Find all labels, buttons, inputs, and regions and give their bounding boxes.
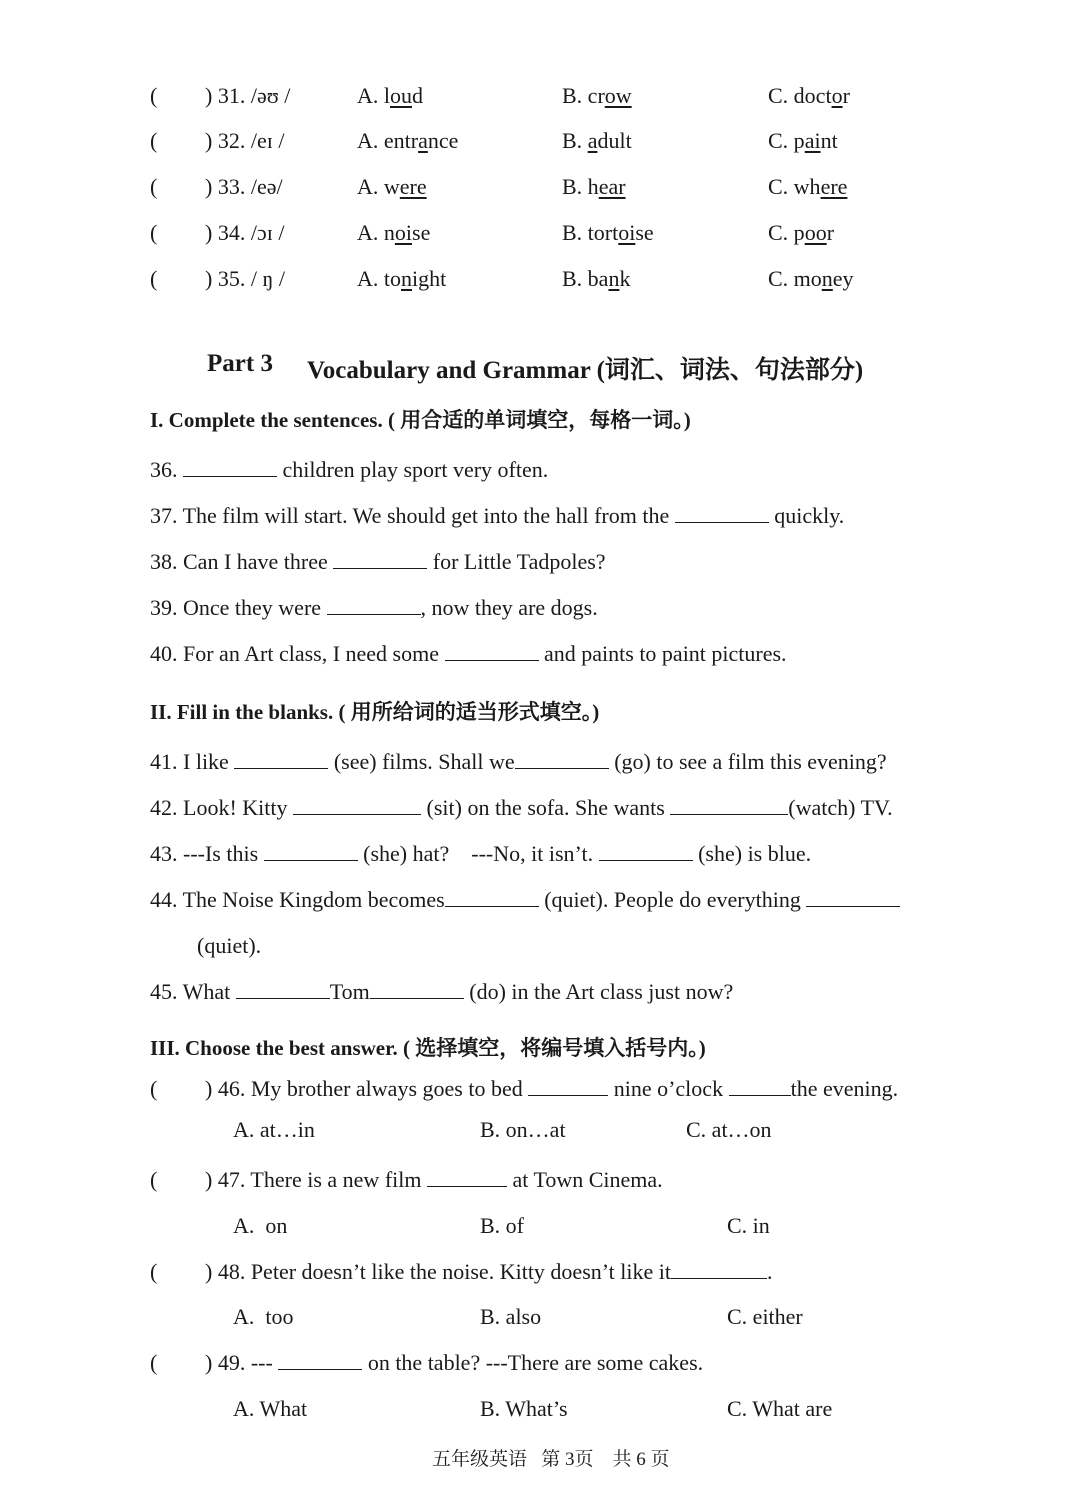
answer-blank-44a[interactable] <box>445 888 539 907</box>
question-36: 36. children play sport very often. <box>150 457 549 482</box>
page-footer: 五年级英语 第 3页 共 6 页 <box>432 1449 670 1470</box>
option-49-b[interactable]: B. What’s <box>480 1396 568 1421</box>
answer-bracket-48[interactable]: ( <box>150 1259 158 1284</box>
option-35-b[interactable]: B. bank <box>562 266 631 291</box>
answer-bracket-49[interactable]: ( <box>150 1350 158 1375</box>
answer-blank-42b[interactable] <box>670 796 788 815</box>
answer-blank-43a[interactable] <box>264 842 358 861</box>
question-49: ) 49. --- on the table? ---There are some cakes. <box>205 1350 704 1375</box>
question-46: ) 46. My brother always goes to bed nine o’clock the evening. <box>205 1076 899 1101</box>
answer-bracket-35[interactable]: ( <box>150 266 158 291</box>
answer-blank-38[interactable] <box>333 550 427 569</box>
option-48-b[interactable]: B. also <box>480 1304 542 1329</box>
answer-bracket-34[interactable]: ( <box>150 220 158 245</box>
phonetic-question-34: ) 34. /ɔɪ / <box>205 220 285 245</box>
answer-blank-36[interactable] <box>183 458 277 477</box>
option-47-a[interactable]: A. on <box>233 1213 288 1238</box>
answer-blank-49[interactable] <box>278 1351 362 1370</box>
question-45: 45. What Tom (do) in the Art class just now? <box>150 979 734 1004</box>
option-49-a[interactable]: A. What <box>233 1396 308 1421</box>
question-44: 44. The Noise Kingdom becomes (quiet). People do everything <box>150 887 900 913</box>
question-47: ) 47. There is a new film at Town Cinema. <box>205 1167 663 1192</box>
answer-bracket-33[interactable]: ( <box>150 174 158 199</box>
phonetic-question-33: ) 33. /eə/ <box>205 174 283 199</box>
answer-blank-40[interactable] <box>445 642 539 661</box>
option-34-a[interactable]: A. noise <box>357 220 431 245</box>
option-33-b[interactable]: B. hear <box>562 174 626 199</box>
option-31-b[interactable]: B. crow <box>562 83 632 108</box>
answer-blank-46a[interactable] <box>528 1077 608 1096</box>
part-label: Part 3 <box>207 350 273 377</box>
option-32-a[interactable]: A. entrance <box>357 128 459 153</box>
answer-blank-39[interactable] <box>327 596 421 615</box>
answer-blank-45a[interactable] <box>236 980 330 999</box>
answer-blank-47[interactable] <box>427 1168 507 1187</box>
option-46-a[interactable]: A. at…in <box>233 1117 315 1142</box>
part-title: Vocabulary and Grammar (词汇、词法、句法部分) <box>307 357 864 384</box>
question-39: 39. Once they were , now they are dogs. <box>150 595 598 620</box>
question-37: 37. The film will start. We should get into the hall from the quickly. <box>150 503 845 528</box>
section-3-title: III. Choose the best answer. ( 选择填空，将编号填入括号内。) <box>150 1036 706 1060</box>
answer-bracket-32[interactable]: ( <box>150 128 158 153</box>
option-35-c[interactable]: C. money <box>768 266 854 291</box>
answer-blank-48[interactable] <box>671 1260 767 1279</box>
question-40: 40. For an Art class, I need some and paints to paint pictures. <box>150 641 787 666</box>
phonetic-question-31: ) 31. /əʊ / <box>205 83 291 108</box>
answer-blank-44b[interactable] <box>806 888 900 907</box>
answer-blank-41a[interactable] <box>234 750 328 769</box>
question-41: 41. I like (see) films. Shall we (go) to see a film this evening? <box>150 749 887 774</box>
answer-blank-45b[interactable] <box>370 980 464 999</box>
question-38: 38. Can I have three for Little Tadpoles? <box>150 549 606 574</box>
option-46-c[interactable]: C. at…on <box>686 1117 772 1142</box>
answer-blank-42a[interactable] <box>293 796 421 815</box>
question-48: ) 48. Peter doesn’t like the noise. Kitty doesn’t like it . <box>205 1259 773 1284</box>
option-34-c[interactable]: C. poor <box>768 220 835 245</box>
option-32-b[interactable]: B. adult <box>562 128 632 153</box>
section-1-title: I. Complete the sentences. ( 用合适的单词填空，每格一词。) <box>150 408 691 432</box>
phonetic-question-35: ) 35. / ŋ / <box>205 266 285 291</box>
option-32-c[interactable]: C. paint <box>768 128 838 153</box>
option-35-a[interactable]: A. tonight <box>357 266 447 291</box>
option-49-c[interactable]: C. What are <box>727 1396 833 1421</box>
question-43: 43. ---Is this (she) hat? ---No, it isn’t. (she) is blue. <box>150 841 812 866</box>
option-33-a[interactable]: A. were <box>357 174 427 199</box>
option-48-c[interactable]: C. either <box>727 1304 803 1329</box>
answer-blank-37[interactable] <box>675 504 769 523</box>
answer-bracket-31[interactable]: ( <box>150 83 158 108</box>
section-2-title: II. Fill in the blanks. ( 用所给词的适当形式填空。) <box>150 700 600 724</box>
answer-bracket-46[interactable]: ( <box>150 1076 158 1101</box>
answer-bracket-47[interactable]: ( <box>150 1167 158 1192</box>
phonetic-question-32: ) 32. /eɪ / <box>205 128 285 153</box>
option-46-b[interactable]: B. on…at <box>480 1117 566 1142</box>
answer-blank-46b[interactable] <box>729 1077 791 1096</box>
option-48-a[interactable]: A. too <box>233 1304 294 1329</box>
answer-blank-41b[interactable] <box>515 750 609 769</box>
option-47-c[interactable]: C. in <box>727 1213 770 1238</box>
question-42: 42. Look! Kitty (sit) on the sofa. She wants (watch) TV. <box>150 795 893 820</box>
option-47-b[interactable]: B. of <box>480 1213 524 1238</box>
option-31-c[interactable]: C. doctor <box>768 83 850 108</box>
answer-blank-43b[interactable] <box>599 842 693 861</box>
option-31-a[interactable]: A. loud <box>357 83 423 108</box>
option-33-c[interactable]: C. where <box>768 174 848 199</box>
question-44-cont: (quiet). <box>197 933 262 958</box>
option-34-b[interactable]: B. tortoise <box>562 220 654 245</box>
